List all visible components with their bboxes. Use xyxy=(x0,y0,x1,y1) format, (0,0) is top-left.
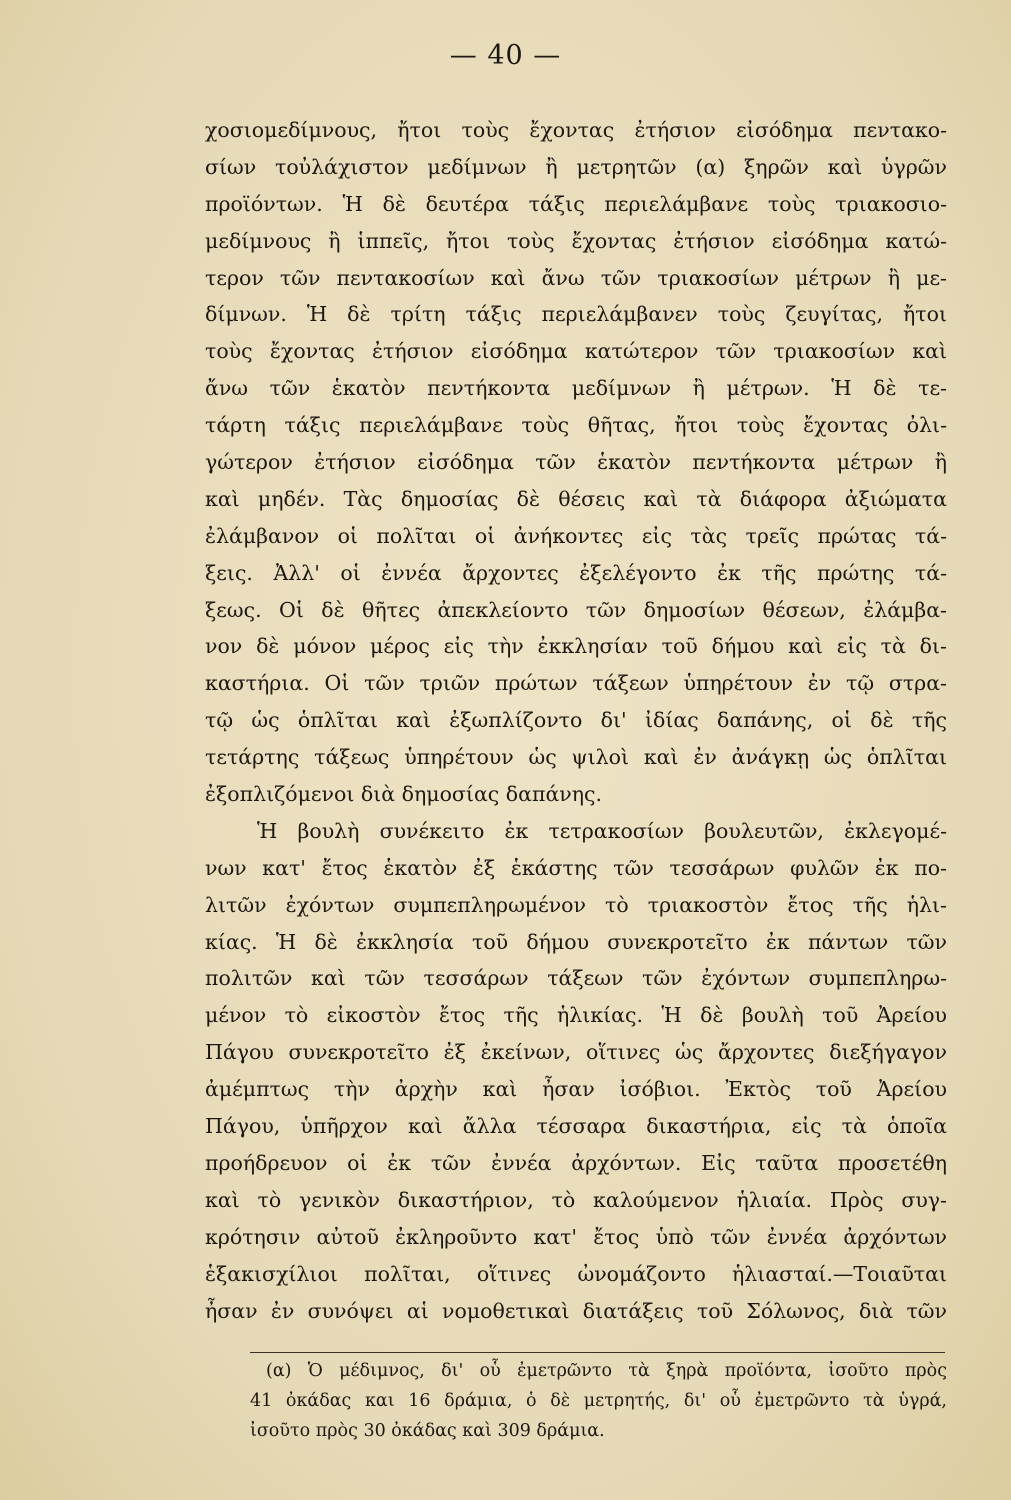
footnote-line: 41 ὀκάδας και 16 δράμια, ὁ δὲ μετρητής, δι' οὗ ἐμετρῶντο τὰ ὑγρά, xyxy=(250,1391,947,1411)
text-line: προϊόντων. Ἡ δὲ δευτέρα τάξις περιελάμβανε τοὺς τριακοσιο- xyxy=(205,191,947,216)
text-line: ἐξοπλιζόμενοι διὰ δημοσίας δαπάνης. xyxy=(205,782,603,807)
text-line: γώτερον ἐτήσιον εἰσόδημα τῶν ἑκατὸν πεντήκοντα μέτρων ἢ xyxy=(205,450,947,475)
text-line: καὶ τὸ γενικὸν δικαστήριον, τὸ καλούμενον ἡλιαία. Πρὸς συγ- xyxy=(205,1187,947,1212)
text-line: νον δὲ μόνον μέρος εἰς τὴν ἐκκλησίαν τοῦ δήμου καὶ εἰς τὰ δι- xyxy=(205,634,947,659)
text-line: τοὺς ἔχοντας ἐτήσιον εἰσόδημα κατώτερον τῶν τριακοσίων καὶ xyxy=(205,339,947,364)
text-line: καστήρια. Οἱ τῶν τριῶν πρώτων τάξεων ὑπηρέτουν ἐν τῷ στρα- xyxy=(205,671,947,696)
text-line: ἀμέμπτως τὴν ἀρχὴν καὶ ἦσαν ἰσόβιοι. Ἐκτὸς τοῦ Ἀρείου xyxy=(205,1077,947,1102)
page-number: — 40 — xyxy=(449,40,562,71)
text-line: τῷ ὡς ὁπλῖται καὶ ἐξωπλίζοντο δι' ἰδίας δαπάνης, οἱ δὲ τῆς xyxy=(205,708,947,733)
text-line: προήδρευον οἱ ἐκ τῶν ἐννέα ἀρχόντων. Εἰς ταῦτα προσετέθη xyxy=(205,1150,947,1175)
footnote-line: (α) Ὁ μέδιμνος, δι' οὗ ἐμετρῶντο τὰ ξηρὰ προϊόντα, ἰσοῦτο πρὸς xyxy=(266,1361,947,1381)
text-line: Πάγου συνεκροτεῖτο ἐξ ἐκείνων, οἵτινες ὡς ἄρχοντες διεξήγαγον xyxy=(205,1040,947,1065)
text-line: καὶ μηδέν. Τὰς δημοσίας δὲ θέσεις καὶ τὰ διάφορα ἀξιώματα xyxy=(205,486,947,511)
text-line: τάρτη τάξις περιελάμβανε τοὺς θῆτας, ἤτοι τοὺς ἔχοντας ὀλι- xyxy=(205,413,947,438)
text-line: κίας. Ἡ δὲ ἐκκλησία τοῦ δήμου συνεκροτεῖτο ἐκ πάντων τῶν xyxy=(205,929,947,954)
text-line: πολιτῶν καὶ τῶν τεσσάρων τάξεων τῶν ἐχόντων συμπεπληρω- xyxy=(205,966,947,991)
footnote-divider xyxy=(250,1352,945,1353)
text-line: λιτῶν ἐχόντων συμπεπληρωμένον τὸ τριακοστὸν ἔτος τῆς ἡλι- xyxy=(205,892,947,917)
footnote-line: ἰσοῦτο πρὸς 30 ὀκάδας καὶ 309 δράμια. xyxy=(250,1421,605,1441)
text-line: ἑξακισχίλιοι πολῖται, οἵτινες ὠνομάζοντο ἡλιασταί.—Τοιαῦται xyxy=(205,1261,947,1286)
paragraph-start-line: Ἡ βουλὴ συνέκειτο ἐκ τετρακοσίων βουλευτῶν, ἐκλεγομέ- xyxy=(257,818,947,843)
text-line: μεδίμνους ἢ ἱππεῖς, ἤτοι τοὺς ἔχοντας ἐτήσιον εἰσόδημα κατώ- xyxy=(205,228,947,253)
text-line: σίων τοὐλάχιστον μεδίμνων ἢ μετρητῶν (α) ξηρῶν καὶ ὑγρῶν xyxy=(205,154,947,179)
main-text xyxy=(205,112,947,1329)
text-line: χοσιομεδίμνους, ἤτοι τοὺς ἔχοντας ἐτήσιον εἰσόδημα πεντακο- xyxy=(205,118,947,142)
text-line: τερον τῶν πεντακοσίων καὶ ἄνω τῶν τριακοσίων μέτρων ἢ με- xyxy=(205,265,947,290)
text-line: νων κατ' ἔτος ἑκατὸν ἐξ ἑκάστης τῶν τεσσάρων φυλῶν ἐκ πο- xyxy=(205,855,947,880)
text-line: μένον τὸ εἰκοστὸν ἔτος τῆς ἡλικίας. Ἡ δὲ βουλὴ τοῦ Ἀρείου xyxy=(205,1003,947,1028)
text-line: ἦσαν ἐν συνόψει αἱ νομοθετικαὶ διατάξεις τοῦ Σόλωνος, διὰ τῶν xyxy=(205,1298,947,1323)
text-line: ἐλάμβανον οἱ πολῖται οἱ ἀνήκοντες εἰς τὰς τρεῖς πρώτας τά- xyxy=(205,523,947,548)
text-line: κρότησιν αὐτοῦ ἐκληροῦντο κατ' ἔτος ὑπὸ τῶν ἐννέα ἀρχόντων xyxy=(205,1224,947,1249)
text-line: τετάρτης τάξεως ὑπηρέτουν ὡς ψιλοὶ καὶ ἐν ἀνάγκῃ ὡς ὁπλῖται xyxy=(205,745,947,770)
text-line: ἄνω τῶν ἑκατὸν πεντήκοντα μεδίμνων ἢ μέτρων. Ἡ δὲ τε- xyxy=(205,376,947,401)
text-line: δίμνων. Ἡ δὲ τρίτη τάξις περιελάμβανεν τοὺς ζευγίτας, ἤτοι xyxy=(205,302,947,327)
text-line: Πάγου, ὑπῆρχον καὶ ἄλλα τέσσαρα δικαστήρια, εἰς τὰ ὁποῖα xyxy=(205,1114,947,1139)
text-line: ξεις. Ἀλλ' οἱ ἐννέα ἄρχοντες ἐξελέγοντο ἐκ τῆς πρώτης τά- xyxy=(205,560,947,585)
footnote xyxy=(250,1356,947,1446)
text-line: ξεως. Οἱ δὲ θῆτες ἀπεκλείοντο τῶν δημοσίων θέσεων, ἐλάμβα- xyxy=(205,597,947,622)
